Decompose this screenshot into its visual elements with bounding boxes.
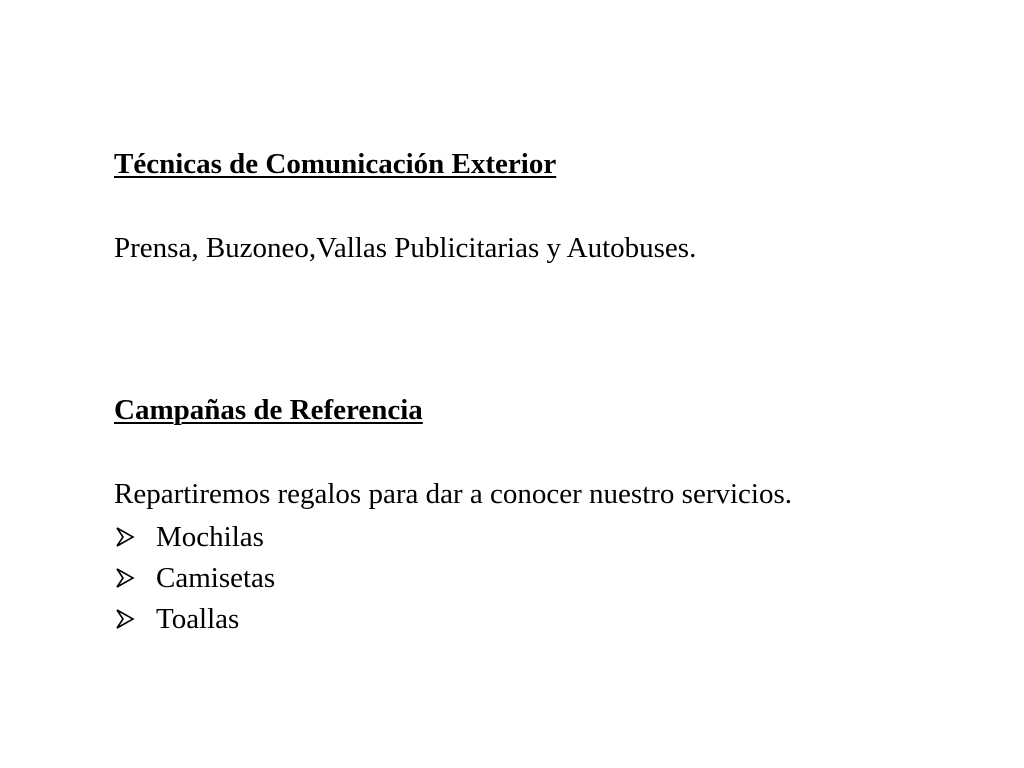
section-heading-campanas: Campañas de Referencia [114,394,423,426]
spacer [114,432,994,474]
list-item-label: Mochilas [156,520,264,553]
section-heading-tecnicas: Técnicas de Comunicación Exterior [114,148,557,180]
list-item-label: Toallas [156,602,240,635]
list-item-label: Camisetas [156,561,276,594]
slide-content [114,144,994,639]
arrowhead-bullet-icon [114,526,156,548]
section-text-tecnicas: Prensa, Buzoneo,Vallas Publicitarias y Autobuses. [114,232,697,264]
arrowhead-bullet-icon [114,567,156,589]
spacer [114,270,994,390]
arrowhead-bullet-icon [114,608,156,630]
list-item [114,598,994,639]
spacer [114,186,994,228]
gift-list [114,516,994,639]
list-item [114,557,994,598]
list-item [114,516,994,557]
section-text-campanas: Repartiremos regalos para dar a conocer nuestro servicios. [114,478,793,510]
